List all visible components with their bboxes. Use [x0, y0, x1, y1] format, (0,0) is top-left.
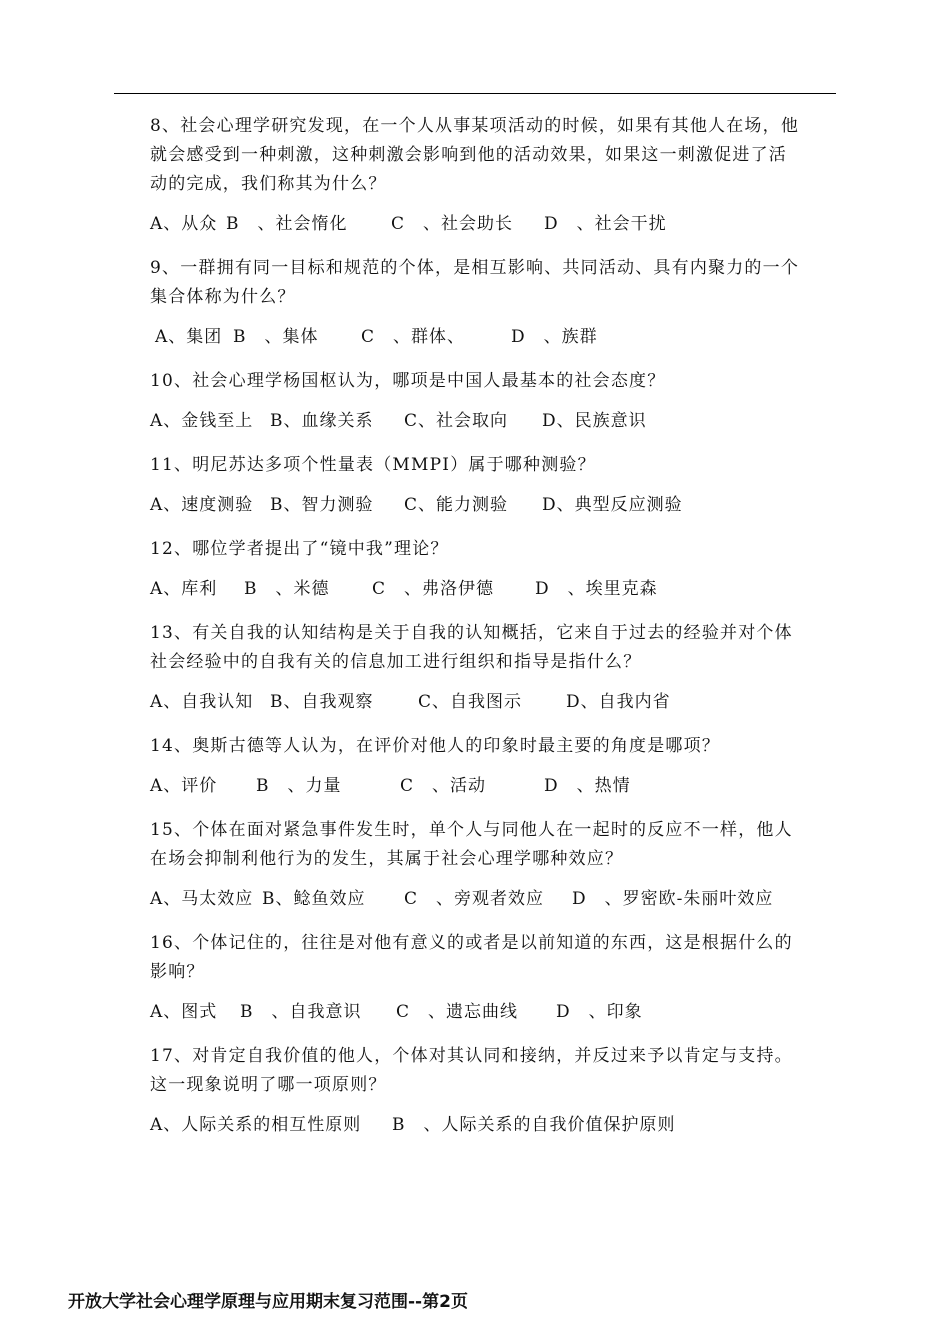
question-text-line: 12、哪位学者提出了“镜中我”理论？ [150, 539, 449, 559]
option-b: B、鲶鱼效应 [262, 889, 366, 909]
question-16 [150, 929, 835, 987]
question-12 [150, 535, 835, 564]
option-a: A、人际关系的相互性原则 [150, 1115, 362, 1135]
option-b: B 、集体 [233, 327, 319, 347]
page-footer: 开放大学社会心理学原理与应用期末复习范围--第2页 [68, 1292, 468, 1312]
option-b: B、智力测验 [270, 495, 374, 515]
question-text-line: 这一现象说明了哪一项原则？ [150, 1075, 387, 1095]
question-text-line: 在场会抑制利他行为的发生，其属于社会心理学哪种效应？ [150, 849, 624, 869]
option-b: B 、米德 [244, 579, 330, 599]
option-a: A、速度测验 [150, 495, 254, 515]
question-text-line: 集合体称为什么？ [150, 287, 296, 307]
option-d: D 、族群 [511, 327, 598, 347]
options-15 [150, 885, 835, 914]
option-b: B 、社会惰化 [226, 214, 348, 234]
question-14 [150, 732, 835, 761]
question-list [150, 112, 835, 1155]
question-text-line: 14、奥斯古德等人认为，在评价对他人的印象时最主要的角度是哪项？ [150, 736, 721, 756]
option-c: C、自我图示 [418, 692, 523, 712]
question-10 [150, 367, 835, 396]
option-a: A、图式 [150, 1002, 218, 1022]
option-d: D 、埃里克森 [535, 579, 658, 599]
question-text-line: 9、一群拥有同一目标和规范的个体，是相互影响、共同活动、具有内聚力的一个 [150, 258, 800, 278]
option-d: D、自我内省 [566, 692, 671, 712]
option-d: D 、热情 [544, 776, 631, 796]
question-8 [150, 112, 835, 199]
question-text-line: 10、社会心理学杨国枢认为，哪项是中国人最基本的社会态度？ [150, 371, 666, 391]
option-a: A、马太效应 [150, 889, 254, 909]
question-text-line: 8、社会心理学研究发现，在一个人从事某项活动的时候，如果有其他人在场，他 [150, 116, 800, 136]
option-a: A、评价 [150, 776, 218, 796]
options-16 [150, 998, 835, 1027]
option-c: C、能力测验 [404, 495, 509, 515]
question-text-line: 动的完成，我们称其为什么？ [150, 174, 387, 194]
options-8 [150, 210, 835, 239]
option-a: A、从众 [150, 214, 218, 234]
question-17 [150, 1042, 835, 1100]
option-c: C 、社会助长 [391, 214, 514, 234]
option-b: B、自我观察 [270, 692, 374, 712]
question-text-line: 15、个体在面对紧急事件发生时，单个人与同他人在一起时的反应不一样，他人 [150, 820, 793, 840]
option-d: D 、印象 [556, 1002, 643, 1022]
options-13 [150, 688, 835, 717]
options-14 [150, 772, 835, 801]
options-11 [150, 491, 835, 520]
option-d: D、民族意识 [542, 411, 647, 431]
question-13 [150, 619, 835, 677]
option-a: A、集团 [155, 327, 223, 347]
question-text-line: 13、有关自我的认知结构是关于自我的认知概括，它来自于过去的经验并对个体 [150, 623, 793, 643]
options-17 [150, 1111, 835, 1140]
option-b: B 、人际关系的自我价值保护原则 [392, 1115, 676, 1135]
option-c: C 、群体、 [361, 327, 466, 347]
option-b: B、血缘关系 [270, 411, 374, 431]
option-c: C、社会取向 [404, 411, 509, 431]
option-b: B 、力量 [256, 776, 342, 796]
option-a: A、自我认知 [150, 692, 254, 712]
question-text-line: 17、对肯定自我价值的他人，个体对其认同和接纳，并反过来予以肯定与支持。 [150, 1046, 793, 1066]
question-15 [150, 816, 835, 874]
option-d: D 、社会干扰 [544, 214, 667, 234]
option-d: D、典型反应测验 [542, 495, 683, 515]
question-9 [150, 254, 835, 312]
question-text-line: 11、明尼苏达多项个性量表（MMPI）属于哪种测验？ [150, 455, 596, 475]
option-b: B 、自我意识 [240, 1002, 362, 1022]
question-text-line: 影响？ [150, 962, 205, 982]
options-9 [150, 323, 835, 352]
header-rule [114, 93, 836, 94]
option-c: C 、活动 [400, 776, 487, 796]
options-12 [150, 575, 835, 604]
option-a: A、库利 [150, 579, 218, 599]
option-c: C 、遗忘曲线 [396, 1002, 519, 1022]
option-d: D 、罗密欧-朱丽叶效应 [572, 889, 774, 909]
option-a: A、金钱至上 [150, 411, 254, 431]
options-10 [150, 407, 835, 436]
question-text-line: 就会感受到一种刺激，这种刺激会影响到他的活动效果，如果这一刺激促进了活 [150, 145, 787, 165]
question-11 [150, 451, 835, 480]
question-text-line: 社会经验中的自我有关的信息加工进行组织和指导是指什么？ [150, 652, 642, 672]
option-c: C 、弗洛伊德 [372, 579, 495, 599]
option-c: C 、旁观者效应 [404, 889, 545, 909]
question-text-line: 16、个体记住的，往往是对他有意义的或者是以前知道的东西，这是根据什么的 [150, 933, 793, 953]
